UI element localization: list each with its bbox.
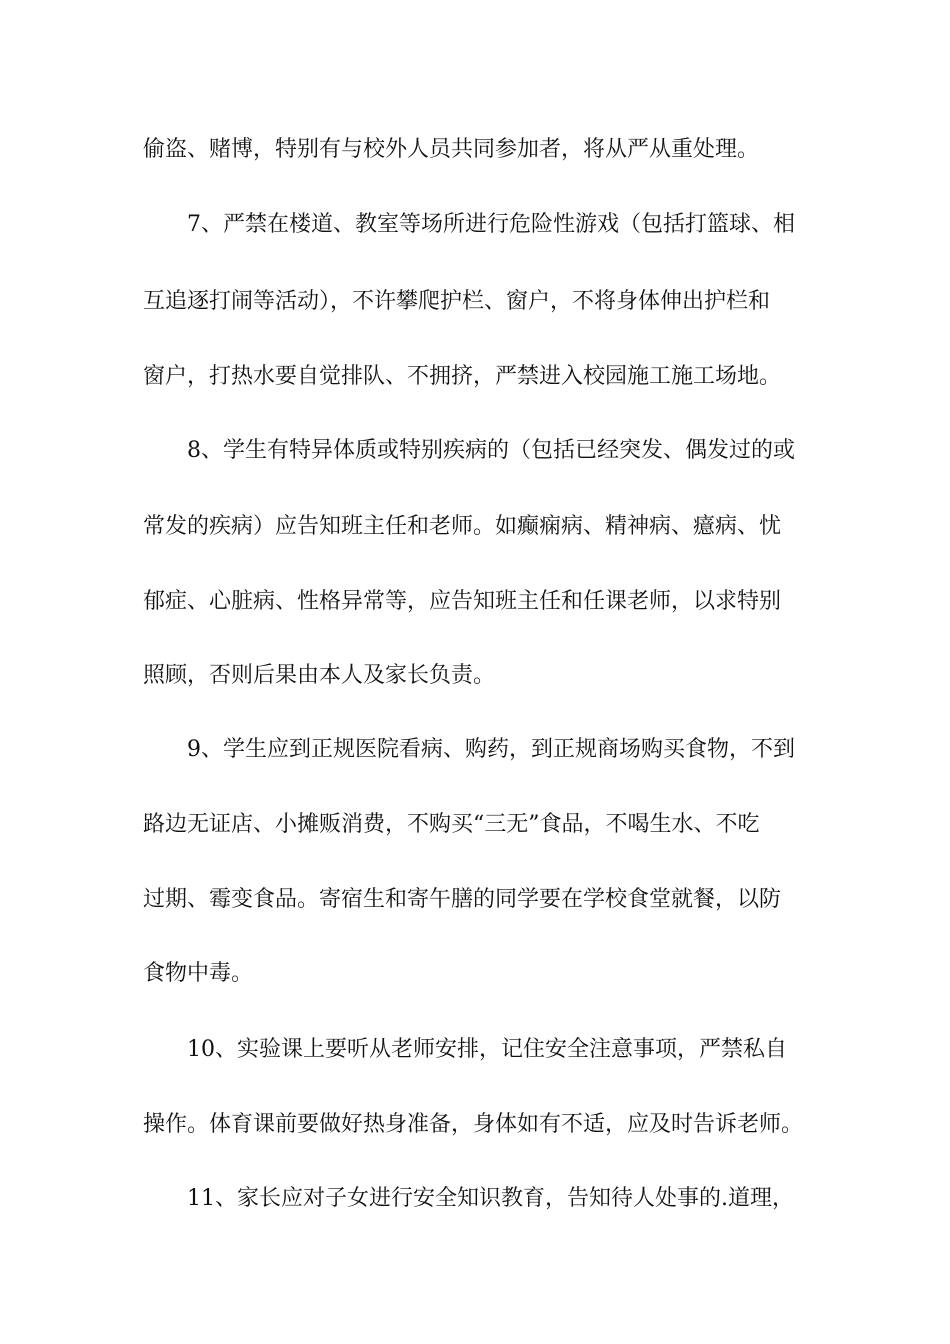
text-line: 9、学生应到正规医院看病、购药，到正规商场购买食物，不到 <box>187 737 795 762</box>
text-line: 操作。体育课前要做好热身准备，身体如有不适，应及时告诉老师。 <box>143 1112 804 1137</box>
text-line: 10、实验课上要听从老师安排，记住安全注意事项，严禁私自 <box>187 1037 787 1062</box>
text-line: 常发的疾病）应告知班主任和老师。如癫痫病、精神病、癔病、忧 <box>143 514 782 539</box>
text-line: 偷盗、赌博，特别有与校外人员共同参加者，将从严从重处理。 <box>143 137 760 162</box>
text-line: 11、家长应对子女进行安全知识教育，告知待人处事的.道理， <box>187 1186 794 1211</box>
text-line: 过期、霉变食品。寄宿生和寄午膳的同学要在学校食堂就餐，以防 <box>143 887 782 912</box>
text-line: 路边无证店、小摊贩消费，不购买“三无”食品，不喝生水、不吃 <box>143 812 760 837</box>
text-line: 互追逐打闹等活动），不许攀爬护栏、窗户，不将身体伸出护栏和 <box>143 289 771 314</box>
text-line: 7、严禁在楼道、教室等场所进行危险性游戏（包括打篮球、相 <box>187 212 795 237</box>
text-line: 照顾，否则后果由本人及家长负责。 <box>143 663 496 688</box>
text-line: 窗户，打热水要自觉排队、不拥挤，严禁进入校园施工施工场地。 <box>143 364 782 389</box>
text-line: 8、学生有特异体质或特别疾病的（包括已经突发、偶发过的或 <box>187 438 795 463</box>
text-line: 食物中毒。 <box>143 961 254 986</box>
text-line: 郁症、心脏病、性格异常等，应告知班主任和任课老师，以求特别 <box>143 589 782 614</box>
